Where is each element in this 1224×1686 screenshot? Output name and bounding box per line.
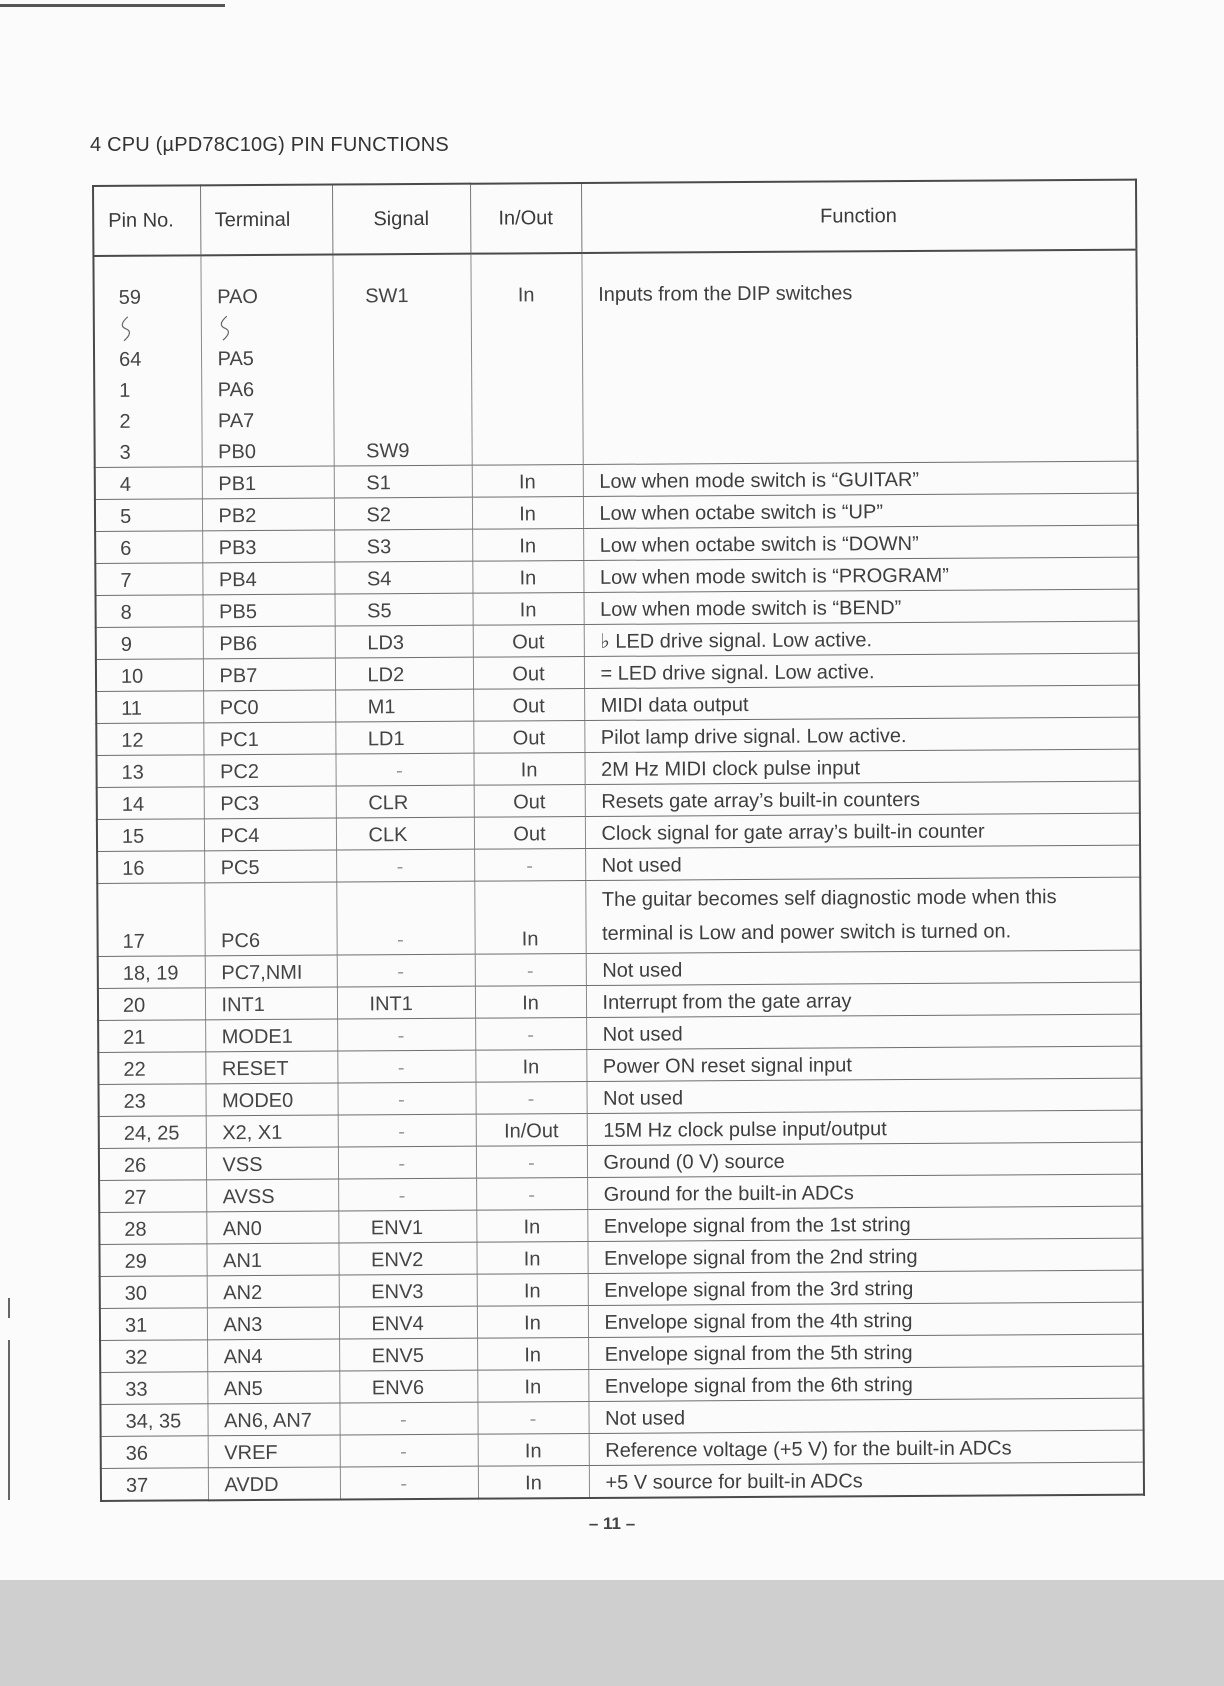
in-out-cell: In (472, 561, 583, 594)
signal-cell: SW1 (332, 254, 470, 311)
pin-cell: 24, 25 (99, 1116, 206, 1149)
function-cell: Low when octabe switch is “UP” (583, 493, 1138, 528)
pin-cell: 8 (96, 595, 203, 628)
terminal-cell: AN1 (206, 1243, 338, 1276)
in-out-cell: In (473, 593, 584, 626)
function-cell: = LED drive signal. Low active. (584, 653, 1139, 688)
in-out-cell: Out (473, 657, 584, 690)
function-cell: Reference voltage (+5 V) for the built-in ADCs (589, 1430, 1144, 1465)
pin-cell: 12 (96, 723, 203, 756)
function-cell: Interrupt from the gate array (586, 982, 1141, 1017)
function-cell: Clock signal for gate array’s built-in counter (585, 813, 1140, 848)
terminal-cell: AN0 (206, 1211, 338, 1244)
page-number: – 11 – (588, 1514, 636, 1533)
terminal-cell: RESET (205, 1051, 337, 1084)
function-cell: Envelope signal from the 5th string (588, 1334, 1143, 1369)
signal-cell: - (338, 1114, 476, 1147)
pin-cell: 15 (97, 819, 204, 852)
function-cell: Not used (586, 950, 1141, 985)
pin-cell: 34, 35 (100, 1404, 207, 1437)
signal-cell: - (337, 1018, 475, 1051)
signal-cell: ENV1 (338, 1210, 476, 1243)
in-out-cell: In (477, 1305, 588, 1338)
margin-tick (8, 1340, 10, 1500)
in-out-cell: In (472, 465, 583, 498)
in-out-cell: Out (473, 721, 584, 754)
in-out-cell: Out (474, 785, 585, 818)
signal-cell: - (338, 1146, 476, 1179)
signal-cell: - (338, 1178, 476, 1211)
function-cell: Pilot lamp drive signal. Low active. (584, 717, 1139, 752)
function-cell: Resets gate array’s built-in counters (585, 781, 1140, 816)
pin-cell: 22 (98, 1052, 205, 1085)
function-cell: Not used (586, 1014, 1141, 1049)
signal-cell (333, 310, 471, 342)
terminal-cell: PC4 (204, 818, 336, 851)
function-cell: Envelope signal from the 6th string (588, 1366, 1143, 1401)
terminal-cell: PAO (200, 255, 332, 312)
signal-cell: - (340, 1434, 478, 1467)
pin-cell: 33 (100, 1372, 207, 1405)
in-out-cell: In (475, 985, 586, 1018)
terminal-cell: MODE1 (205, 1019, 337, 1052)
in-out-cell: In/Out (476, 1113, 587, 1146)
terminal-cell: AN2 (207, 1275, 339, 1308)
column-header-pin-no: Pin No. (93, 185, 200, 256)
terminal-cell: PB0 (202, 435, 334, 467)
terminal-cell: PB6 (203, 626, 335, 659)
signal-cell: S4 (334, 561, 472, 594)
function-cell (582, 337, 1137, 371)
terminal-cell: X2, X1 (206, 1115, 338, 1148)
in-out-cell: In (476, 1209, 587, 1242)
signal-cell: ENV5 (339, 1338, 477, 1371)
terminal-cell: PC2 (203, 754, 335, 787)
pin-cell: 36 (101, 1436, 208, 1469)
function-cell: Low when mode switch is “PROGRAM” (583, 557, 1138, 592)
signal-cell (333, 403, 471, 435)
function-cell: Envelope signal from the 4th string (588, 1302, 1143, 1337)
pin-cell: 9 (96, 627, 203, 660)
pin-cell: 7 (95, 563, 202, 596)
in-out-cell: Out (474, 817, 585, 850)
signal-cell: - (337, 1082, 475, 1115)
terminal-cell: PA5 (201, 342, 333, 374)
signal-cell: SW9 (334, 434, 472, 466)
terminal-cell: PB4 (202, 562, 334, 595)
pin-cell: 21 (98, 1020, 205, 1053)
table-body (93, 250, 1144, 1501)
function-cell: Power ON reset signal input (586, 1046, 1141, 1081)
table-header-row (93, 180, 1136, 256)
column-header-signal: Signal (332, 184, 470, 255)
signal-cell: LD3 (335, 625, 473, 658)
pin-cell: 11 (96, 691, 203, 724)
pin-cell: 6 (95, 531, 202, 564)
function-cell: Low when octabe switch is “DOWN” (583, 525, 1138, 560)
terminal-cell: AVSS (206, 1179, 338, 1212)
in-out-cell: - (475, 953, 586, 986)
in-out-cell: In (477, 1337, 588, 1370)
terminal-cell: PB1 (202, 466, 334, 499)
function-cell: Envelope signal from the 1st string (587, 1206, 1142, 1241)
pin-cell: 29 (99, 1244, 206, 1277)
pin-cell: 10 (96, 659, 203, 692)
signal-cell: - (339, 1402, 477, 1435)
pin-cell: 30 (100, 1276, 207, 1309)
in-out-cell: - (475, 1017, 586, 1050)
function-cell: Low when mode switch is “GUITAR” (583, 461, 1138, 496)
terminal-cell: PC7,NMI (205, 955, 337, 988)
pin-cell: 27 (99, 1180, 206, 1213)
pin-cell: 14 (97, 787, 204, 820)
signal-cell: - (335, 753, 473, 786)
in-out-cell (471, 340, 582, 372)
signal-cell: LD1 (335, 721, 473, 754)
pin-cell: 23 (98, 1084, 205, 1117)
pin-cell: 5 (95, 499, 202, 532)
pin-cell: 31 (100, 1308, 207, 1341)
function-cell: ♭ LED drive signal. Low active. (584, 621, 1139, 656)
pin-cell: 1 (94, 373, 201, 405)
signal-cell: INT1 (337, 986, 475, 1019)
signal-cell: - (336, 881, 474, 955)
signal-cell: CLK (336, 817, 474, 850)
terminal-cell: PC3 (204, 786, 336, 819)
pin-cell: 26 (99, 1148, 206, 1181)
in-out-cell: In (472, 529, 583, 562)
signal-cell (333, 341, 471, 373)
column-header-terminal: Terminal (200, 185, 332, 256)
signal-cell: LD2 (335, 657, 473, 690)
terminal-cell: AN6, AN7 (207, 1403, 339, 1436)
terminal-cell: VREF (208, 1435, 340, 1468)
terminal-cell: PB3 (202, 530, 334, 563)
function-cell: The guitar becomes self diagnostic mode when this terminal is Low and power switch is turned on. (585, 877, 1140, 953)
signal-cell: M1 (335, 689, 473, 722)
in-out-cell: In (476, 1241, 587, 1274)
function-cell: Envelope signal from the 3rd string (588, 1270, 1143, 1305)
function-cell: Ground for the built-in ADCs (587, 1174, 1142, 1209)
terminal-cell: PB7 (203, 658, 335, 691)
pin-cell: 20 (98, 988, 205, 1021)
function-cell: Not used (588, 1398, 1143, 1433)
signal-cell: S1 (334, 465, 472, 498)
signal-cell: S3 (334, 529, 472, 562)
signal-cell: ENV2 (338, 1242, 476, 1275)
continuation-squiggle (94, 311, 201, 343)
terminal-cell: PC0 (203, 690, 335, 723)
signal-cell: CLR (336, 785, 474, 818)
column-header-function: Function (581, 180, 1136, 253)
pin-cell: 13 (96, 755, 203, 788)
in-out-cell: In (474, 880, 585, 954)
table-row (97, 877, 1140, 956)
function-cell: Inputs from the DIP switches (598, 282, 853, 306)
terminal-cell: INT1 (205, 987, 337, 1020)
in-out-cell: - (476, 1177, 587, 1210)
section-heading: 4 CPU (µPD78C10G) PIN FUNCTIONS (90, 134, 449, 156)
function-cell: MIDI data output (584, 685, 1139, 720)
function-cell (582, 399, 1137, 433)
function-cell: Not used (585, 845, 1140, 880)
pin-cell: 3 (95, 435, 202, 467)
terminal-cell: PC1 (203, 722, 335, 755)
in-out-cell: - (476, 1145, 587, 1178)
signal-cell: ENV6 (339, 1370, 477, 1403)
terminal-cell: VSS (206, 1147, 338, 1180)
pin-cell: 16 (97, 851, 204, 884)
terminal-cell: PC6 (204, 882, 336, 956)
terminal-cell: PB5 (203, 594, 335, 627)
in-out-cell (471, 309, 582, 341)
signal-cell: - (340, 1466, 478, 1499)
in-out-cell: In (475, 1049, 586, 1082)
signal-cell: - (337, 1050, 475, 1083)
column-header-in-out: In/Out (470, 183, 581, 254)
function-cell: Low when mode switch is “BEND” (583, 589, 1138, 624)
signal-cell: - (337, 954, 475, 987)
in-out-cell: In (473, 753, 584, 786)
in-out-cell: In (477, 1369, 588, 1402)
in-out-cell: In (472, 497, 583, 530)
terminal-cell: AVDD (208, 1467, 340, 1500)
margin-tick (8, 1298, 10, 1318)
in-out-cell (471, 371, 582, 403)
pin-cell: 32 (100, 1340, 207, 1373)
function-cell: Envelope signal from the 2nd string (587, 1238, 1142, 1273)
in-out-cell: Out (473, 689, 584, 722)
in-out-cell: - (477, 1401, 588, 1434)
function-cell: Not used (586, 1078, 1141, 1113)
in-out-cell (471, 402, 582, 434)
pin-cell: 2 (94, 404, 201, 436)
signal-cell: S5 (335, 593, 473, 626)
signal-cell: ENV3 (339, 1274, 477, 1307)
pin-cell: 37 (101, 1468, 208, 1501)
pin-functions-table (92, 179, 1145, 1502)
scan-edge-rule (0, 4, 225, 7)
function-cell: +5 V source for built-in ADCs (589, 1462, 1144, 1498)
signal-cell: - (336, 849, 474, 882)
terminal-cell: AN4 (207, 1339, 339, 1372)
signal-cell (333, 372, 471, 404)
in-out-cell: - (475, 1081, 586, 1114)
terminal-cell: PB2 (202, 498, 334, 531)
pin-cell: 17 (97, 883, 204, 957)
terminal-cell: AN5 (207, 1371, 339, 1404)
function-cell: 15M Hz clock pulse input/output (587, 1110, 1142, 1145)
signal-cell: ENV4 (339, 1306, 477, 1339)
function-cell: 2M Hz MIDI clock pulse input (584, 749, 1139, 784)
in-out-cell: In (478, 1465, 589, 1498)
function-cell (582, 306, 1137, 340)
in-out-cell: In (478, 1433, 589, 1466)
pin-cell: 4 (95, 467, 202, 500)
function-cell: Ground (0 V) source (587, 1142, 1142, 1177)
signal-cell: S2 (334, 497, 472, 530)
in-out-cell: Out (473, 625, 584, 658)
table-row (101, 1462, 1144, 1501)
terminal-cell: MODE0 (205, 1083, 337, 1116)
pin-cell: 59 (93, 255, 200, 312)
function-cell (583, 430, 1138, 465)
in-out-cell: In (470, 253, 581, 310)
in-out-cell: - (474, 849, 585, 882)
terminal-cell: PA7 (201, 404, 333, 436)
terminal-cell: PA6 (201, 373, 333, 405)
terminal-cell: PC5 (204, 850, 336, 883)
function-cell (582, 368, 1137, 402)
terminal-cell: AN3 (207, 1307, 339, 1340)
table-row (93, 250, 1136, 312)
scan-background (0, 1580, 1224, 1686)
pin-cell: 18, 19 (98, 956, 205, 989)
in-out-cell: In (477, 1273, 588, 1306)
in-out-cell (472, 433, 583, 465)
pin-cell: 64 (94, 342, 201, 374)
continuation-squiggle (201, 311, 333, 343)
pin-cell: 28 (99, 1212, 206, 1245)
